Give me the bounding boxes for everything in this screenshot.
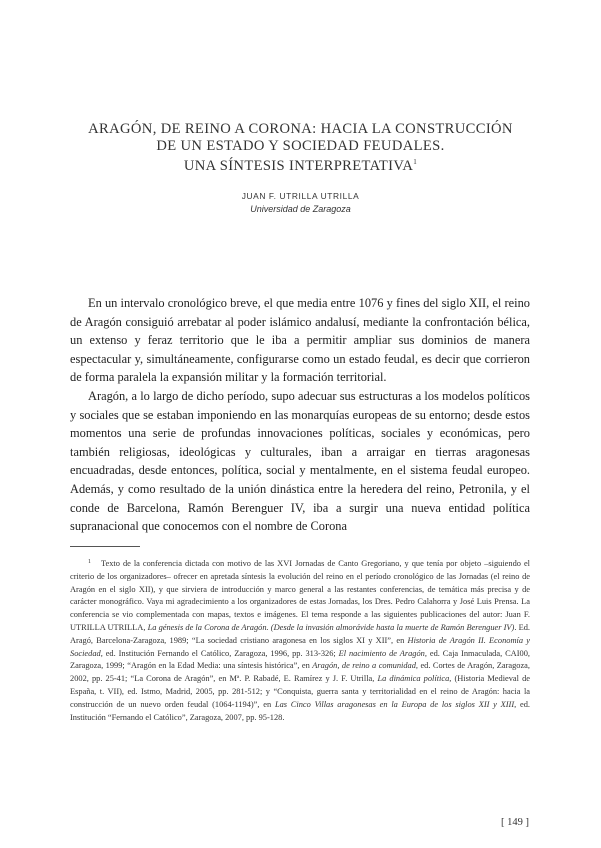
author-block xyxy=(120,190,481,216)
page-number: [ 149 ] xyxy=(501,817,529,828)
body-paragraph: Aragón, a lo largo de dicho período, supo adecuar sus estructuras a los modelos políticos y sociales que se estaban imponiendo en las monarquías europeas de su entorno; desde estos momentos una serie de profundas innovaciones políticas, sociales y económicas, pero también religiosas, ideológicas y culturales, iban a arraigar en tierras aragonesas encuadradas, desde entonces, política, social y mentalmente, en el sistema feudal europeo. Además, y como resultado de la unión dinástica entre la heredera del reino, Petronila, y el conde de Barcelona, Ramón Berenguer IV, iba a surgir una nueva entidad política supranacional que conocemos con el nombre de Corona xyxy=(70,388,530,534)
body-text xyxy=(70,294,530,536)
footnote-title: La dinámica política xyxy=(377,674,450,684)
footnote-text: , (Historia Medieval de España, t. VII), ed. Istmo, Madrid, 2005, pp. 281-512; y “Conquista, guerra santa y territorialidad en el reino de Aragón: hacia la construcción de un nuevo orden feudal (1064-1194)”, en xyxy=(70,674,530,709)
footnote-title: El nacimiento de Aragón xyxy=(338,648,425,658)
footnote-text: . Ed. Aragó, Barcelona-Zaragoza, 1989; “La sociedad cristiano aragonesa en los siglos XI y XII”, en xyxy=(70,622,530,645)
title-line-text: UNA SÍNTESIS INTERPRETATIVA xyxy=(183,158,414,174)
footnote-text: , ed. Cortes de Aragón, Zaragoza, 2002, pp. 25-41; “La Corona de Aragón”, en Mª. P. Rabadé, E. Ramírez y J. F. Utrilla, xyxy=(70,661,530,684)
title-line xyxy=(40,154,561,175)
footnote-text: Texto de la conferencia dictada con motivo de las XVI Jornadas de Canto Gregoriano, y que tenía por objeto –siguiendo el criterio de los organizadores– ofrecer en apretada síntesis la evolución del reino en el período cronológico de las Jornadas (el reino de Aragón en el siglo XII), y que sirviera de introducción y marco general a las restantes conferencias, de temática más precisa y de carácter monográfico. Vaya mi agradecimiento a los organizadores de estas Jornadas, los Dres. Pedro Calahorra y José Luis Prensa. La conferencia se vio complementada con mapas, textos e imágenes. El tema responde a las siguientes publicaciones del autor: Juan F. UTRILLA UTRILLA, xyxy=(70,559,530,632)
footnote-text: , ed. Institución Fernando el Católico, Zaragoza, 1996, pp. 313-326; xyxy=(100,648,339,658)
author-name: JUAN F. UTRILLA UTRILLA xyxy=(241,191,360,201)
footnote-title: Historia de Aragón II. Economía y Sociedad xyxy=(70,635,530,658)
footnote xyxy=(70,556,530,724)
title-line: DE UN ESTADO Y SOCIEDAD FEUDALES. xyxy=(156,137,445,154)
footnote-title: Aragón, de reino a comunidad xyxy=(312,661,416,671)
footnote-title: La génesis de la Corona de Aragón. (Desde la invasión almorávide hasta la muerte de Ramón Berenguer IV) xyxy=(147,622,515,632)
footnote-text: , ed. Caja Inmaculada, CAI00, Zaragoza, 1999; “Aragón en la Edad Media: una síntesis histórica”, en xyxy=(70,648,530,671)
footnote-mark: 1 xyxy=(88,559,91,565)
author-affiliation: Universidad de Zaragoza xyxy=(250,204,351,214)
title-line: ARAGÓN, DE REINO A CORONA: HACIA LA CONSTRUCCIÓN xyxy=(88,121,513,137)
footnote-separator xyxy=(70,546,140,547)
footnote-text: , ed. Institución “Fernando el Católico”, Zaragoza, 2007, pp. 95-128. xyxy=(70,699,530,722)
body-paragraph: En un intervalo cronológico breve, el que media entre 1076 y fines del siglo XII, el reino de Aragón consiguió arrebatar al poder islámico andalusí, mediante la confrontación bélica, un extenso y feraz territorio que le iba a permitir ampliar sus dominios de manera espectacular y, simultáneamente, configurarse como un estado feudal, es decir que corrieron de forma paralela la expansión militar y la formación territorial. xyxy=(70,296,530,385)
article-title xyxy=(40,121,561,175)
footnote-title: Las Cinco Villas aragonesas en la Europa de los siglos XII y XIII xyxy=(274,699,515,709)
title-footnote-mark[interactable]: 1 xyxy=(413,158,418,166)
footnotes xyxy=(70,556,530,724)
